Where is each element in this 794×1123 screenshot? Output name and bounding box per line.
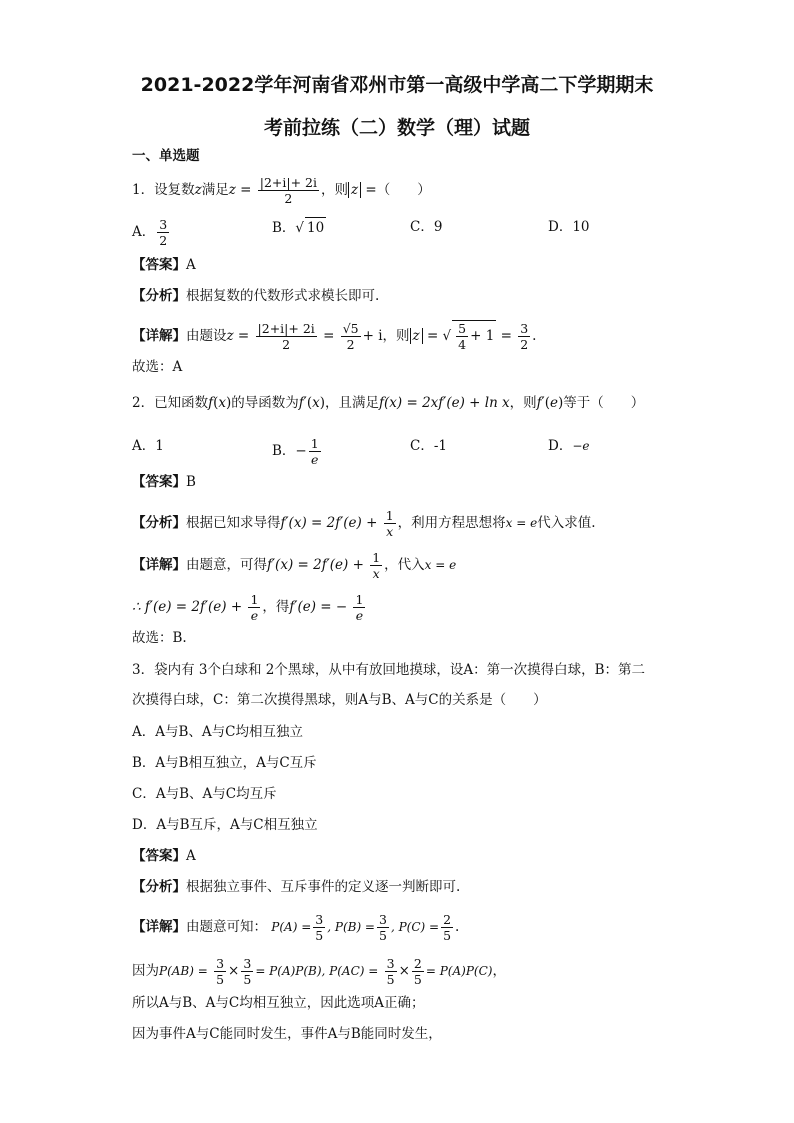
q2-detail: 【详解】由题意，可得f′(x) = 2f′(e) + $\frac{1}{x}$ ，代入x = e <box>132 550 457 581</box>
q3-answer: 【答案】A <box>132 848 196 864</box>
q2-option-a: A．1 <box>132 438 164 454</box>
q3-option-b: B．A与B相互独立，A与C互斥 <box>132 755 317 771</box>
q2-option-c: C．-1 <box>410 438 447 454</box>
section-heading: 一、单选题 <box>132 148 200 164</box>
q3-stem-line2: 次摸得白球，C：第二次摸得黑球，则A与B、A与C的关系是（ ） <box>132 692 547 708</box>
q3-detail-line3: 所以A与B、A与C均相互独立，因此选项A正确； <box>132 995 425 1011</box>
q2-conclusion: 故选：B. <box>132 630 187 646</box>
q2-analysis: 【分析】根据已知求导得f′(x) = 2f′(e) + $\frac{1}{x}$ ，利用方程思想将x = e代入求值. <box>132 508 596 539</box>
q2-option-d: D．−e <box>548 438 590 454</box>
q1-answer: 【答案】A <box>132 257 196 273</box>
q1-detail: 【详解】由题设z = $\frac{|2+i|+ 2i}{2}$ = $\frac{√5}{2}$ + i，则 z = √ $\frac{5}{4}$ + 1 = $\frac{3}{2}$ . <box>132 321 537 352</box>
q3-stem-line1: 3．袋内有 3个白球和 2个黑球，从中有放回地摸球，设A：第一次摸得白球，B：第二 <box>132 662 646 678</box>
q3-option-a: A．A与B、A与C均相互独立 <box>132 724 303 740</box>
q3-option-d: D．A与B互斥，A与C相互独立 <box>132 817 318 833</box>
q3-option-c: C．A与B、A与C均互斥 <box>132 786 277 802</box>
q1-option-d: D．10 <box>548 219 590 235</box>
q2-stem: 2．已知函数f(x)的导函数为f′(x)，且满足f(x) = 2xf′(e) + ln x，则f′(e)等于（ ） <box>132 395 645 411</box>
q2-detail-line2: ∴ f′(e) = 2f′(e) + $\frac{1}{e}$ ，得f′(e) = − $\frac{1}{e}$ <box>132 592 364 623</box>
document-title-line1: 2021-2022学年河南省邓州市第一高级中学高二下学期期末 <box>140 74 654 96</box>
q1-option-a: A． $\frac{3}{2}$ <box>132 217 168 248</box>
q3-detail-line4: 因为事件A与C能同时发生，事件A与B能同时发生， <box>132 1026 442 1042</box>
q2-option-b: B．− $\frac{1}{e}$ <box>272 436 319 467</box>
q3-analysis: 【分析】根据独立事件、互斥事件的定义逐一判断即可. <box>132 879 461 895</box>
q1-analysis: 【分析】根据复数的代数形式求模长即可. <box>132 288 380 304</box>
q3-detail-line2: 因为P(AB) = $\frac{3}{5}$ × $\frac{3}{5}$ = P(A)P(B), P(AC) = $\frac{3}{5}$ × $\frac{2}{5}$ = P(A)P(C)， <box>132 956 506 987</box>
document-title-line2: 考前拉练（二）数学（理）试题 <box>263 117 530 139</box>
q1-stem: 1．设复数z满足z = $\frac{|2+i|+ 2i}{2}$ ，则 z =（ ） <box>132 175 431 206</box>
q1-option-c: C．9 <box>410 219 443 235</box>
q1-conclusion: 故选：A <box>132 359 183 375</box>
q1-option-b: B．√ 10 <box>272 217 326 238</box>
q3-detail: 【详解】由题意可知： P(A) = $\frac{3}{5}$ , P(B) = $\frac{3}{5}$ , P(C) = $\frac{2}{5}$ . <box>132 912 460 943</box>
q1-stem-fraction: $\frac{|2+i|+ 2i}{2}$ <box>259 175 317 206</box>
q2-answer: 【答案】B <box>132 474 196 490</box>
